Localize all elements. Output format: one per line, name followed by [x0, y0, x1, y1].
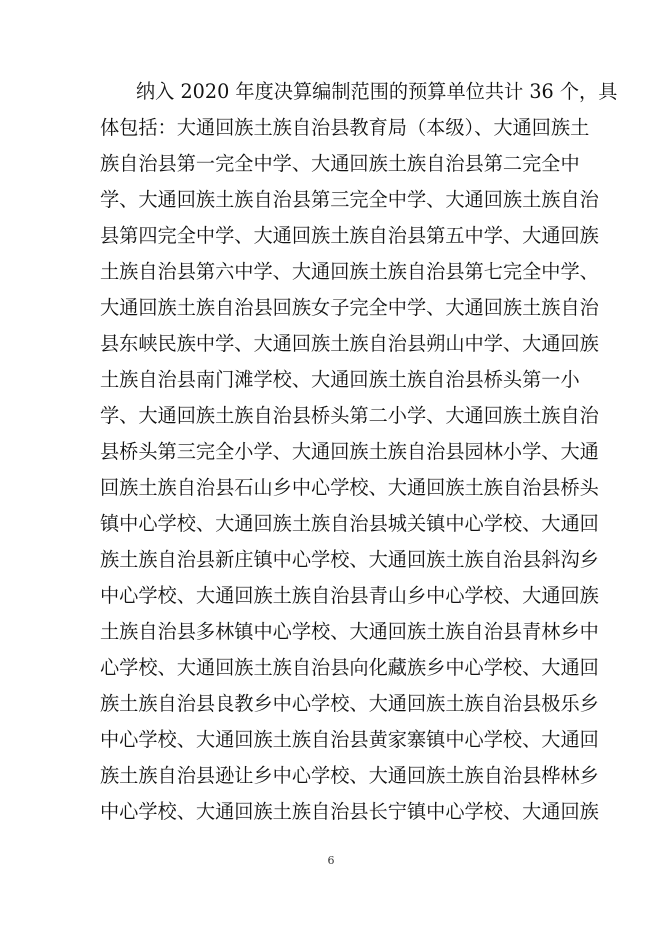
paragraph-line: 族自治县第一完全中学、大通回族土族自治县第二完全中: [100, 152, 580, 175]
paragraph-line: 族土族自治县逊让乡中心学校、大通回族土族自治县桦林乡: [100, 764, 599, 787]
paragraph-line: 土族自治县第六中学、大通回族土族自治县第七完全中学、: [100, 260, 599, 283]
paragraph-line: 学、大通回族土族自治县桥头第二小学、大通回族土族自治: [100, 404, 599, 427]
paragraph-line: 族土族自治县新庄镇中心学校、大通回族土族自治县斜沟乡: [100, 548, 599, 571]
paragraph-line: 县桥头第三完全小学、大通回族土族自治县园林小学、大通: [100, 440, 599, 463]
paragraph-line: 土族自治县南门滩学校、大通回族土族自治县桥头第一小: [100, 368, 580, 391]
paragraph-line: 中心学校、大通回族土族自治县长宁镇中心学校、大通回族: [100, 800, 599, 823]
paragraph-line: 大通回族土族自治县回族女子完全中学、大通回族土族自治: [100, 296, 599, 319]
paragraph-line: 族土族自治县良教乡中心学校、大通回族土族自治县极乐乡: [100, 692, 599, 715]
paragraph-line: 县第四完全中学、大通回族土族自治县第五中学、大通回族: [100, 224, 599, 247]
paragraph-line: 中心学校、大通回族土族自治县黄家寨镇中心学校、大通回: [100, 728, 599, 751]
paragraph-line: 镇中心学校、大通回族土族自治县城关镇中心学校、大通回: [100, 512, 599, 535]
paragraph-line: 心学校、大通回族土族自治县向化藏族乡中心学校、大通回: [100, 656, 599, 679]
paragraph-line: 纳入 2020 年度决算编制范围的预算单位共计 36 个，具: [136, 80, 618, 103]
paragraph-line: 县东峡民族中学、大通回族土族自治县朔山中学、大通回族: [100, 332, 599, 355]
page-number: 6: [327, 854, 335, 867]
paragraph-line: 中心学校、大通回族土族自治县青山乡中心学校、大通回族: [100, 584, 599, 607]
paragraph-line: 学、大通回族土族自治县第三完全中学、大通回族土族自治: [100, 188, 599, 211]
paragraph-line: 回族土族自治县石山乡中心学校、大通回族土族自治县桥头: [100, 476, 599, 499]
paragraph-line: 体包括：大通回族土族自治县教育局（本级）、大通回族土: [100, 116, 590, 139]
paragraph-line: 土族自治县多林镇中心学校、大通回族土族自治县青林乡中: [100, 620, 599, 643]
